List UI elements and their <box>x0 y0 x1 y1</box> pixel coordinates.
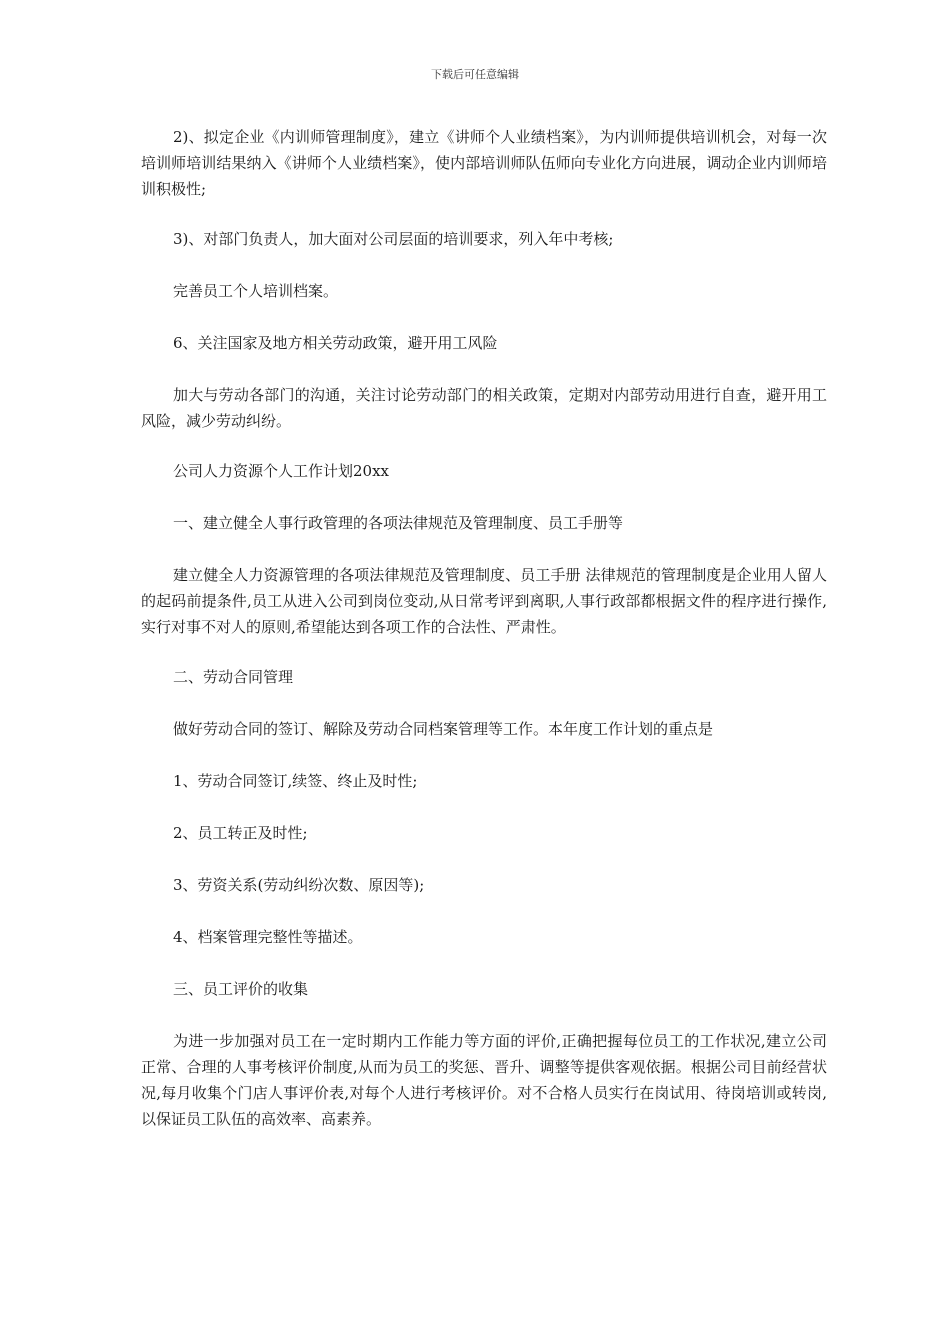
document-body <box>141 124 827 1156</box>
list-item-4: 4、档案管理完整性等描述。 <box>173 928 363 946</box>
list-item-2: 2、员工转正及时性; <box>173 824 308 842</box>
section-heading-2: 二、劳动合同管理 <box>173 668 294 686</box>
paragraph-labor-policy-heading: 6、关注国家及地方相关劳动政策，避开用工风险 <box>173 334 498 352</box>
paragraph-plan-title: 公司人力资源个人工作计划20xx <box>173 462 390 480</box>
section-heading-1: 一、建立健全人事行政管理的各项法律规范及管理制度、员工手册等 <box>173 514 624 532</box>
paragraph-dept-head: 3)、对部门负责人，加大面对公司层面的培训要求，列入年中考核; <box>173 230 614 248</box>
paragraph-labor-communication: 加大与劳动各部门的沟通，关注讨论劳动部门的相关政策，定期对内部劳动用进行自查，避开用工风险，减少劳动纠纷。 <box>141 386 827 430</box>
list-item-3: 3、劳资关系(劳动纠纷次数、原因等); <box>173 876 425 894</box>
paragraph-trainer-system: 2)、拟定企业《内训师管理制度》，建立《讲师个人业绩档案》，为内训师提供培训机会，对每一次培训师培训结果纳入《讲师个人业绩档案》，使内部培训师队伍师向专业化方向进展，调动企业内训师培训积极性; <box>141 128 827 198</box>
paragraph-training-archive: 完善员工个人培训档案。 <box>173 282 339 300</box>
paragraph-evaluation: 为进一步加强对员工在一定时期内工作能力等方面的评价,正确把握每位员工的工作状况,建立公司正常、合理的人事考核评价制度,从而为员工的奖惩、晋升、调整等提供客观依据。根据公司目前经营状况,每月收集个门店人事评价表,对每个人进行考核评价。对不合格人员实行在岗试用、待岗培训或转岗,以保证员工队伍的高效率、高素养。 <box>141 1032 827 1128</box>
paragraph-regulations: 建立健全人力资源管理的各项法律规范及管理制度、员工手册 法律规范的管理制度是企业用人留人的起码前提条件,员工从进入公司到岗位变动,从日常考评到离职,人事行政部都根据文件的程序进行操作,实行对事不对人的原则,希望能达到各项工作的合法性、严肃性。 <box>141 566 827 636</box>
page-header: 下载后可任意编辑 <box>431 68 519 81</box>
list-item-1: 1、劳动合同签订,续签、终止及时性; <box>173 772 418 790</box>
section-heading-3: 三、员工评价的收集 <box>173 980 309 998</box>
paragraph-contract-work: 做好劳动合同的签订、解除及劳动合同档案管理等工作。本年度工作计划的重点是 <box>173 720 714 738</box>
